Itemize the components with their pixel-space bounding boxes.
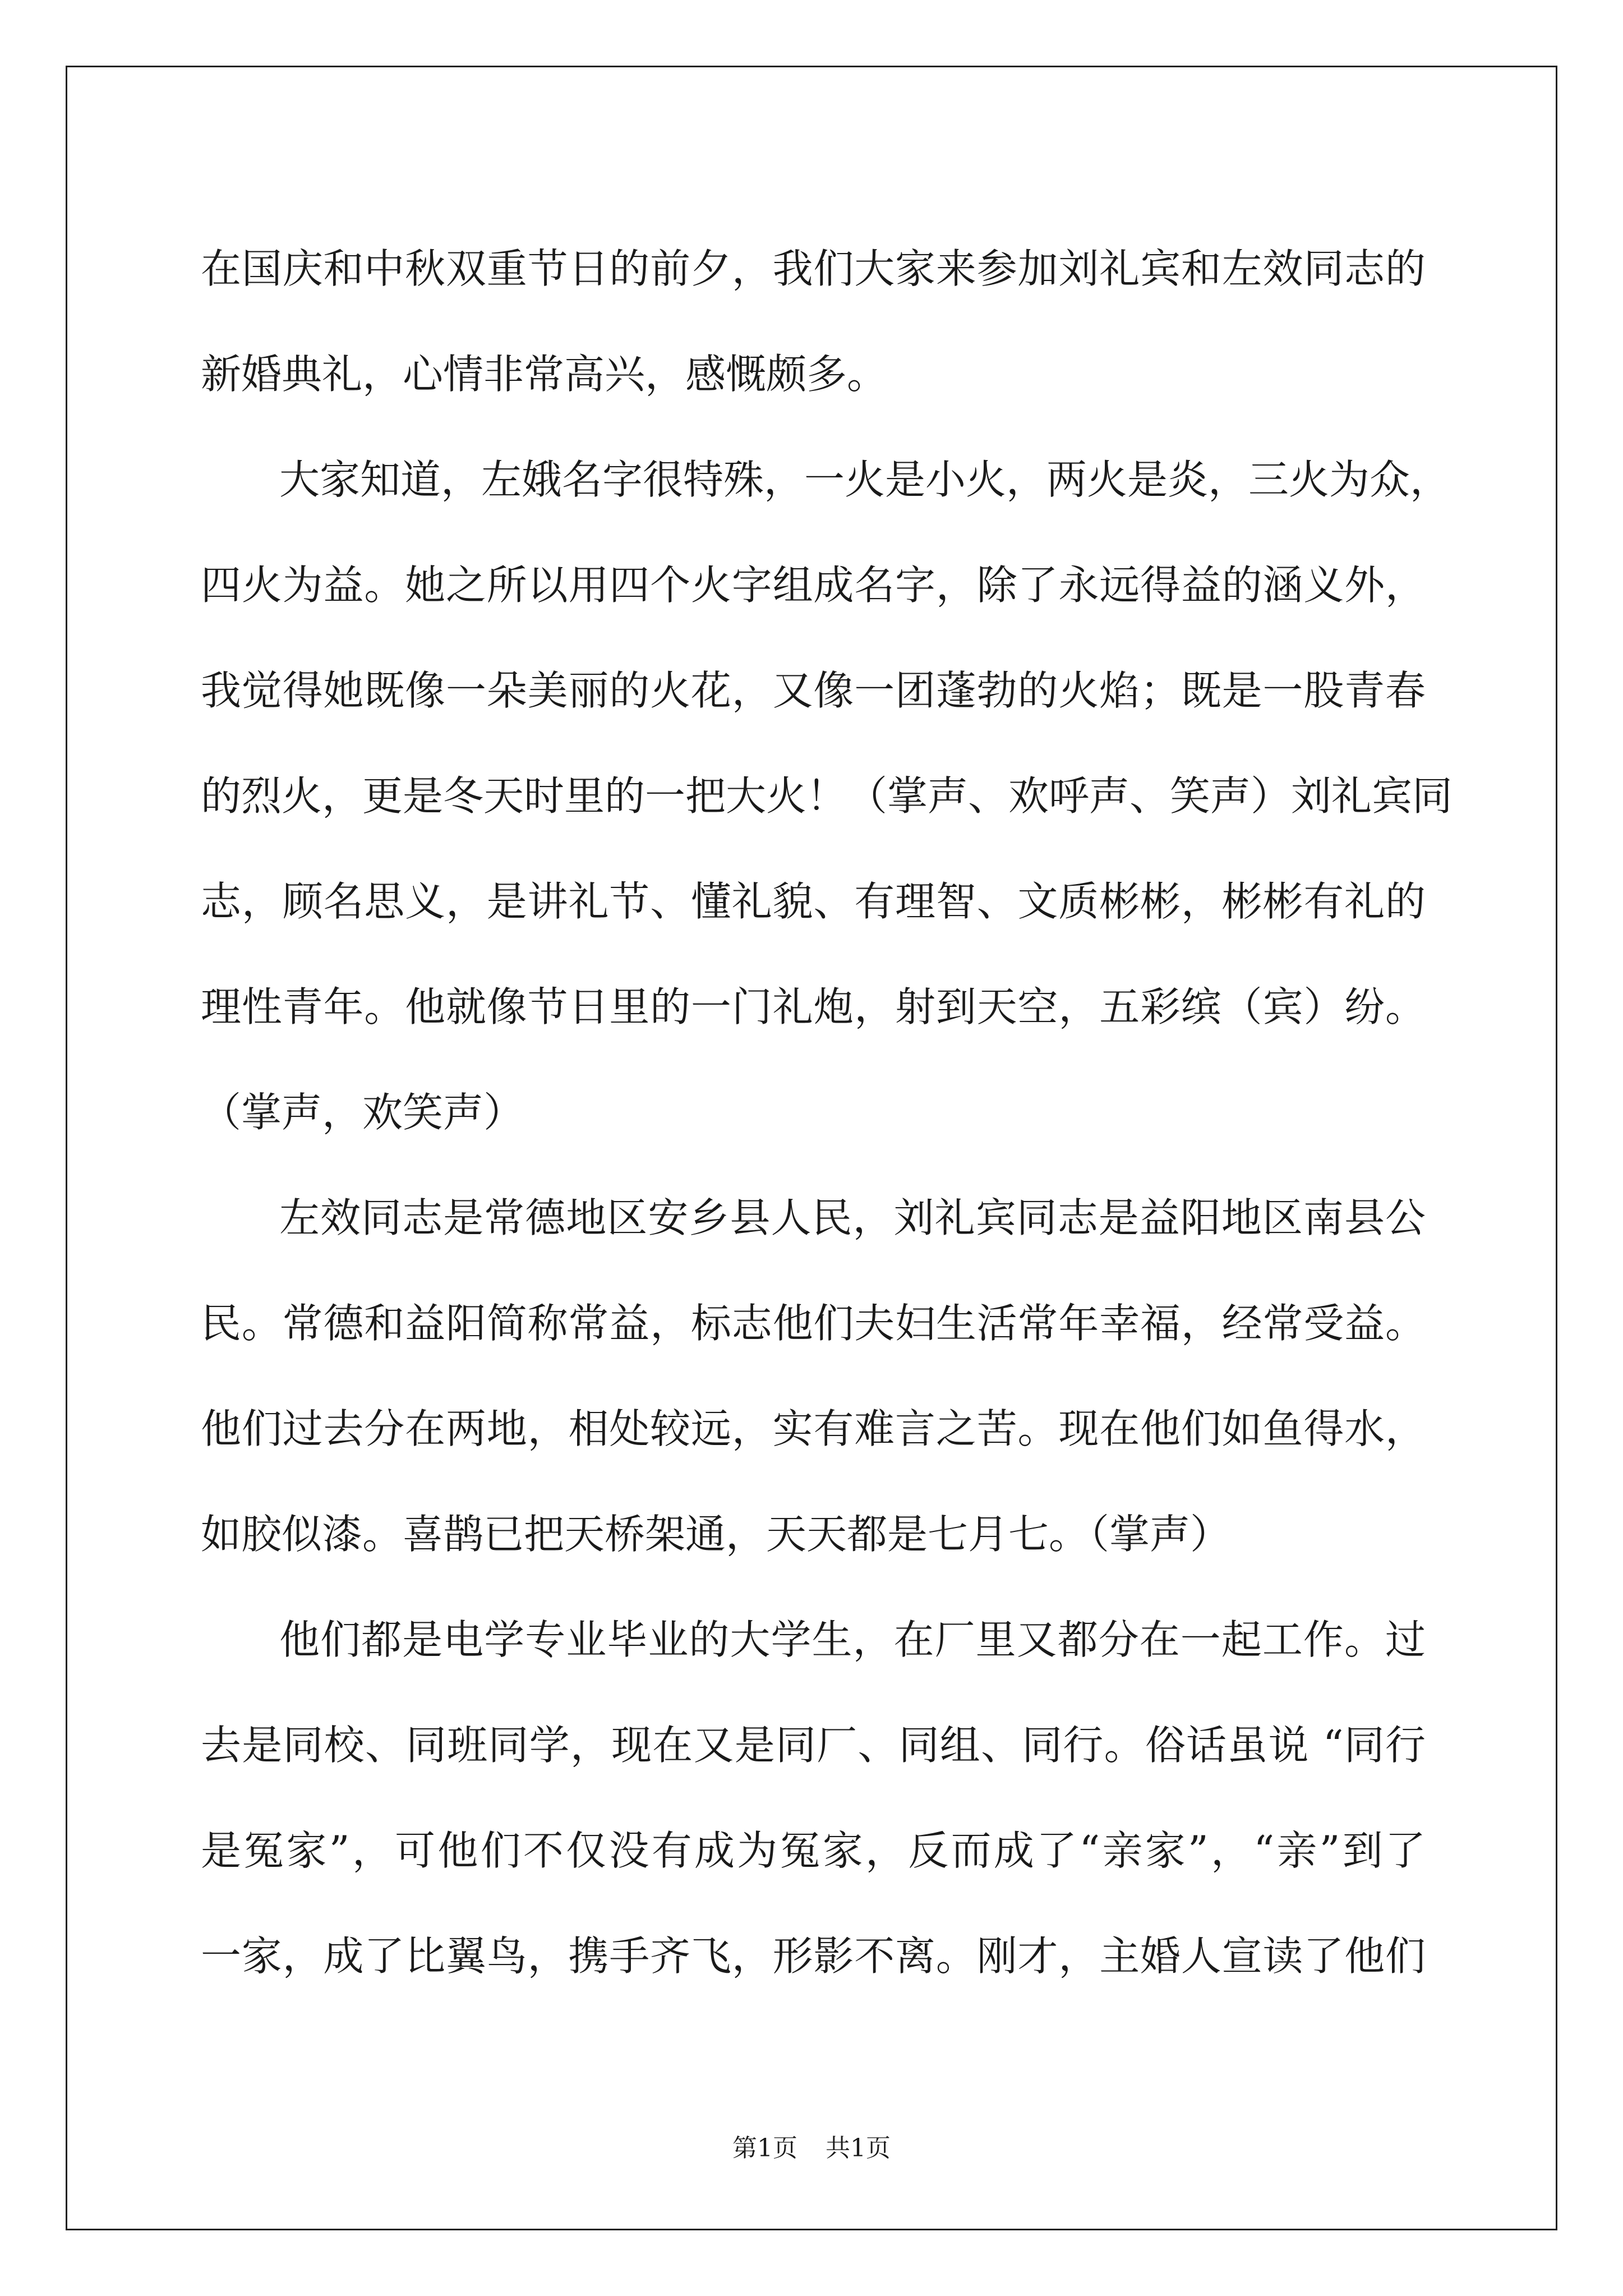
text-line: （掌声，欢笑声） [201,1089,524,1136]
text-line: 去是同校、同班同学，现在又是同厂、同组、同行。俗话虽说 “同行 [201,1722,1426,1769]
text-line: 如胶似漆。喜鹊已把天桥架通，天天都是七月七。（掌声） [201,1511,1231,1558]
text-line: 四火为益。她之所以用四个火字组成名字，除了永远得益的涵义外， [201,562,1426,609]
document-body [201,216,1453,2009]
text-line: 他们过去分在两地，相处较远，实有难言之苦。现在他们如鱼得水， [201,1405,1426,1452]
text-line: 志，顾名思义，是讲礼节、懂礼貌、有理智、文质彬彬，彬彬有礼的 [201,878,1426,925]
text-line: 理性青年。他就像节日里的一门礼炮，射到天空，五彩缤（宾）纷。 [201,983,1426,1030]
text-line: 民。常德和益阳简称常益，标志他们夫妇生活常年幸福，经常受益。 [201,1300,1426,1347]
page-number-total: 共1页 [826,2134,891,2162]
text-line: 新婚典礼，心情非常高兴，感慨颇多。 [201,351,888,398]
text-line: 是冤家”，可他们不仅没有成为冤家，反而成了“亲家”，“亲”到了 [201,1827,1426,1874]
text-line: 在国庆和中秋双重节日的前夕，我们大家来参加刘礼宾和左效同志的 [201,245,1426,292]
text-line: 一家，成了比翼鸟，携手齐飞，形影不离。刚才，主婚人宣读了他们 [201,1932,1426,1980]
text-line: 大家知道，左娥名字很特殊，一火是小火，两火是炎，三火为众， [279,456,1451,503]
text-line: 我觉得她既像一朵美丽的火花，又像一团蓬勃的火焰；既是一股青春 [201,667,1426,714]
text-line: 他们都是电学专业毕业的大学生，在厂里又都分在一起工作。过 [279,1616,1426,1663]
text-line: 的烈火，更是冬天时里的一把大火！（掌声、欢呼声、笑声）刘礼宾同 [201,772,1453,820]
page-number-current: 第1页 [732,2134,797,2162]
page-footer [0,2132,1623,2165]
text-line: 左效同志是常德地区安乡县人民，刘礼宾同志是益阳地区南县公 [279,1194,1426,1241]
